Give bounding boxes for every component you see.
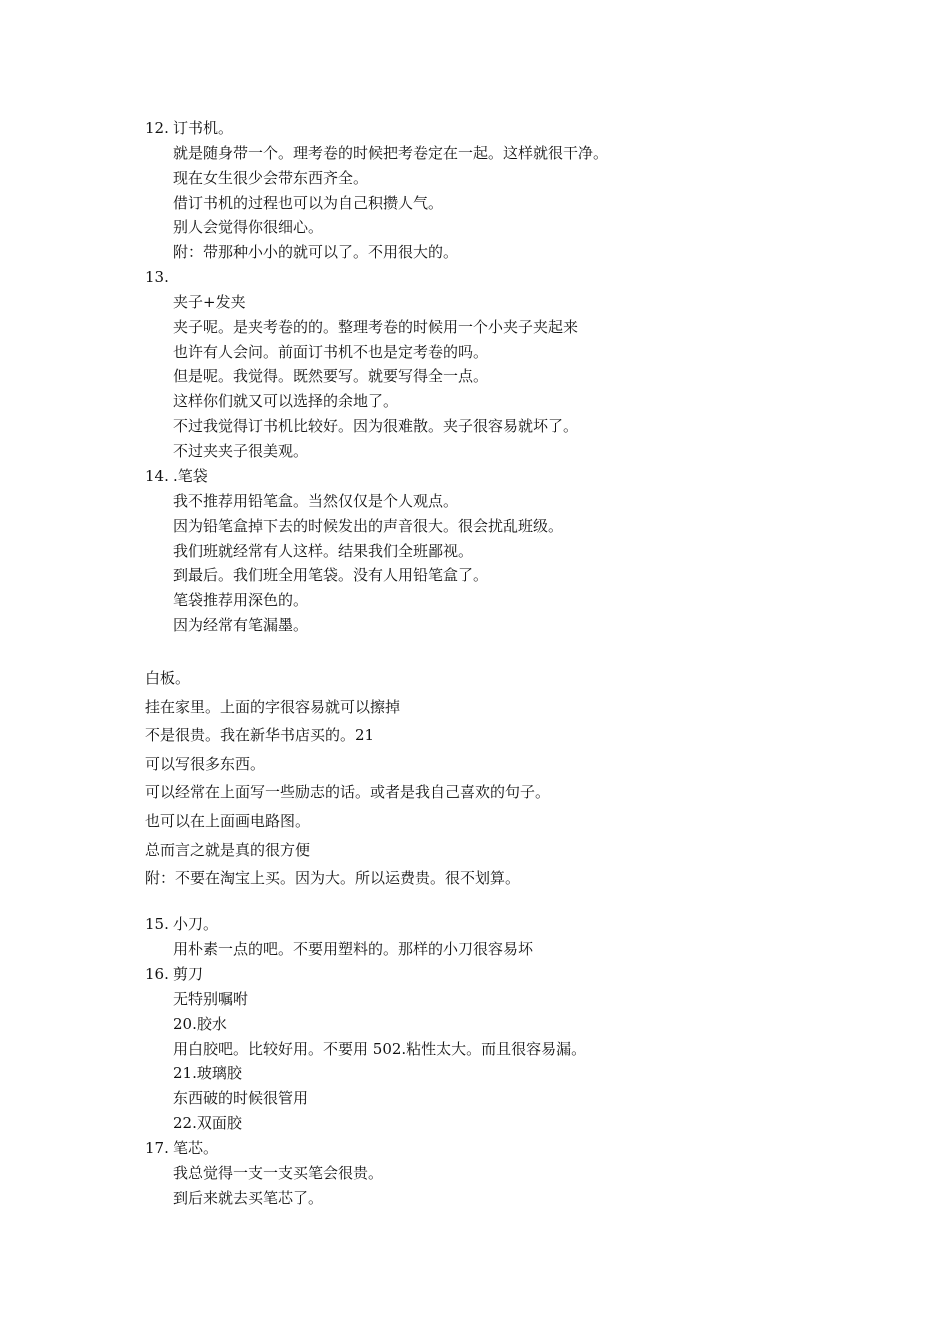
item-line: 到最后。我们班全用笔袋。没有人用铅笔盒了。 [173,566,489,585]
block-line: 总而言之就是真的很方便 [145,840,311,859]
item-line: 笔袋推荐用深色的。 [173,591,309,610]
item-line: 因为经常有笔漏墨。 [173,615,309,634]
item-line: 21.玻璃胶 [173,1064,242,1083]
item-title: 订书机。 [173,119,234,137]
item-heading [145,912,845,937]
item-title: 小刀。 [173,915,219,933]
item-line: 20.胶水 [173,1014,227,1033]
block-line: 可以写很多东西。 [145,754,266,773]
item-line: 借订书机的过程也可以为自己积攒人气。 [173,193,444,212]
item-12 [145,116,845,265]
item-title: 剪刀 [173,965,204,983]
block-line: 也可以在上面画电路图。 [145,811,311,830]
item-line: 夹子呢。是夹考卷的的。整理考卷的时候用一个小夹子夹起来 [173,317,579,336]
item-heading [145,464,845,489]
block-line: 白板。 [145,669,191,687]
block-line: 不是很贵。我在新华书店买的。21 [145,726,375,745]
item-number: 12. [145,119,169,137]
item-line: 附：带那种小小的就可以了。不用很大的。 [173,243,459,262]
item-line: 我们班就经常有人这样。结果我们全班鄙视。 [173,541,474,560]
item-line: 我不推荐用铅笔盒。当然仅仅是个人观点。 [173,492,459,510]
item-line: 夹子+发夹 [173,293,246,311]
item-line: 东西破的时候很管用 [173,1089,309,1108]
item-heading [145,265,845,290]
item-line: 到后来就去买笔芯了。 [173,1188,324,1207]
item-line: 用白胶吧。比较好用。不要用 502.粘性太大。而且很容易漏。 [173,1039,587,1058]
item-15 [145,912,845,962]
item-line: 因为铅笔盒掉下去的时候发出的声音很大。很会扰乱班级。 [173,516,564,535]
item-title: .笔袋 [173,467,208,485]
item-number: 15. [145,915,169,933]
item-line: 不过夹夹子很美观。 [173,441,309,460]
whiteboard-section [145,664,845,893]
block-line: 挂在家里。上面的字很容易就可以擦掉 [145,697,401,716]
item-16 [145,962,845,1136]
item-line: 这样你们就又可以选择的余地了。 [173,392,399,411]
item-13 [145,265,845,464]
item-line: 用朴素一点的吧。不要用塑料的。那样的小刀很容易坏 [173,940,534,958]
item-number: 14. [145,467,169,485]
item-title: 笔芯。 [173,1139,219,1157]
item-heading [145,116,845,141]
item-number: 13. [145,268,169,286]
item-17 [145,1136,845,1211]
block-line: 附：不要在淘宝上买。因为大。所以运费贵。很不划算。 [145,869,521,888]
item-line: 不过我觉得订书机比较好。因为很难散。夹子很容易就坏了。 [173,416,579,435]
item-line: 现在女生很少会带东西齐全。 [173,168,369,187]
item-line: 就是随身带一个。理考卷的时候把考卷定在一起。这样就很干净。 [173,144,609,162]
item-line: 别人会觉得你很细心。 [173,218,324,237]
block-line: 可以经常在上面写一些励志的话。或者是我自己喜欢的句子。 [145,783,551,802]
item-14 [145,464,845,638]
item-line: 也许有人会问。前面订书机不也是定考卷的吗。 [173,342,489,361]
item-number: 17. [145,1139,169,1157]
item-line: 我总觉得一支一支买笔会很贵。 [173,1164,384,1182]
item-line: 但是呢。我觉得。既然要写。就要写得全一点。 [173,367,489,386]
item-line: 22.双面胶 [173,1113,242,1132]
item-line: 无特别嘱咐 [173,990,249,1008]
item-number: 16. [145,965,169,983]
item-heading [145,1136,845,1161]
item-heading [145,962,845,987]
